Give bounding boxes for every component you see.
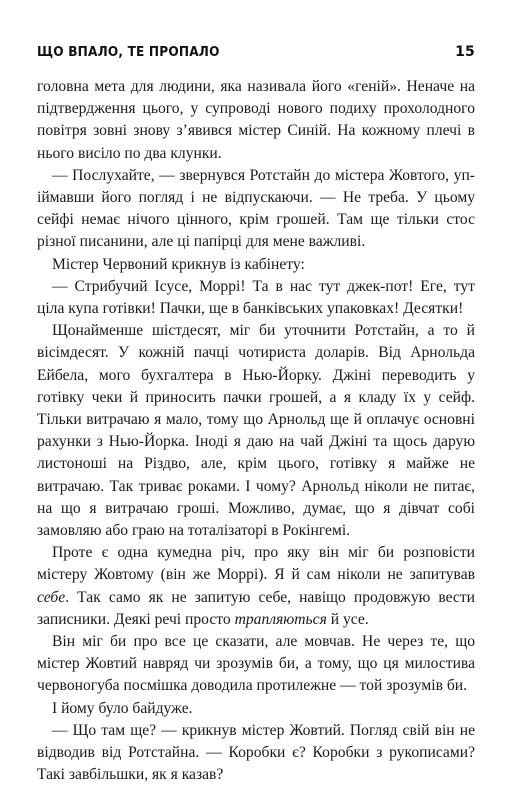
italic-text: себе	[37, 588, 66, 606]
paragraph: Він міг би про все це сказати, але мовчав. Не через те, що містер Жовтий навряд чи зрозумів би, а тому, що ця милостива червоногуба посмішка доводила протилежне — той зрозумів би.	[37, 633, 475, 695]
paragraph: — Стрибучий Ісусе, Моррі! Та в нас тут джек-пот! Еге, тут ціла купа готівки! Пачки, ще в банківських упаковках! Десятки!	[37, 277, 475, 318]
text-run: Проте є одна кумедна річ, про яку він міг би розповісти містеру Жовтому (він же Моррі). Я й сам ніколи не запитував	[37, 544, 475, 584]
paragraph: головна мета для людини, яка називала його «геній». Неначе на підтвердження цього, у супроводі нового подиху прохолодного повітря зовні знову з’явився містер Синій. На кожному плечі в нього висіло по два клунки.	[37, 78, 475, 162]
paragraph: І йому було байдуже.	[52, 699, 193, 717]
paragraph	[37, 542, 475, 631]
paragraph: — Що там ще? — крикнув містер Жовтий. Погляд свій він не відводив від Ротстайна. — Коробки є? Коробки з рукописами? Такі завбільшки, як я казав?	[37, 721, 475, 784]
paragraph: Містер Червоний крикнув із кабінету:	[52, 255, 305, 273]
paragraph: Щонайменше шістдесят, міг би уточнити Ротстайн, а то й вісімдесят. У кожній пачці чотириста доларів. Від Арнольда Ейбела, мого бухгалтера в Нью-Йорку. Джіні переводить у готівку чеки й приносить пачки грошей, а я кладу їх у сейф. Тільки витрачаю я мало, тому що Арнольд ще й оплачує основні рахунки з Нью-Йорка. Іноді я даю на чай Джіні та щось дарую листоноші на Різдво, але, крім цього, готівку я майже не витрачаю. Так триває роками. І чому? Арнольд ніколи не питає, на що я витрачаю гроші. Можливо, думає, що я дівчат собі замовляю або граю на тоталізаторі в Рокінгемі.	[37, 322, 475, 540]
chapter-title: ЩО ВПАЛО, ТЕ ПРОПАЛО	[37, 44, 220, 60]
body-text	[37, 76, 475, 784]
text-run: й усе.	[326, 610, 369, 628]
running-head	[37, 44, 475, 66]
book-page	[37, 44, 475, 784]
text-run: . Так само як не запитую себе, навіщо продовжую вести записники. Деякі речі просто	[37, 588, 475, 628]
page-number: 15	[455, 44, 475, 60]
paragraph: — Послухайте, — звернувся Ротстайн до містера Жовтого, упіймавши його погляд і не відпускаючи. — Не треба. У цьому сейфі немає нічого цінного, крім грошей. Там ще тільки стос різної писанини, але ці папірці для мене важливі.	[37, 166, 475, 251]
italic-text: трапляються	[234, 610, 327, 628]
